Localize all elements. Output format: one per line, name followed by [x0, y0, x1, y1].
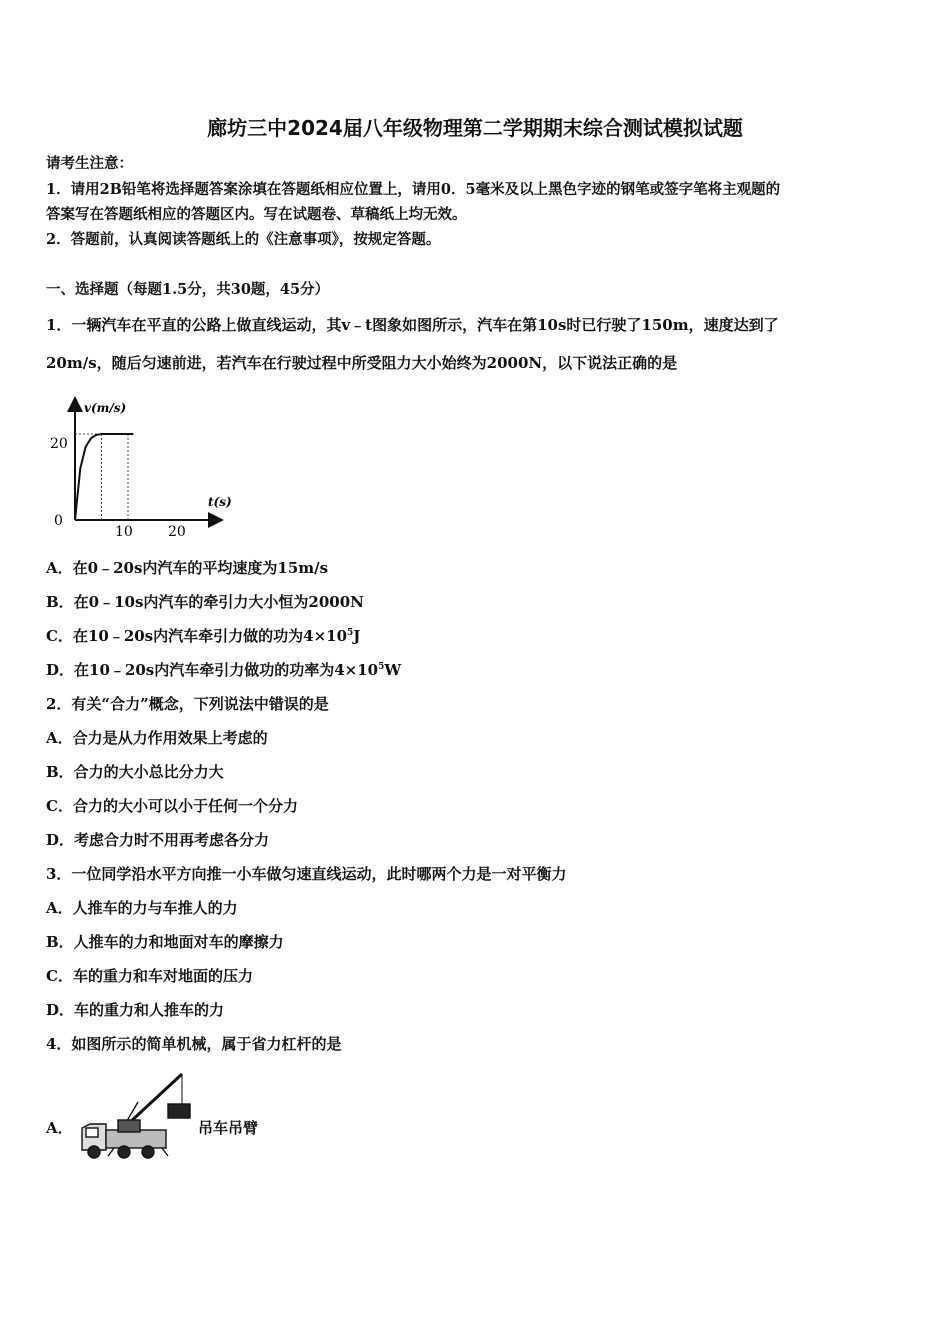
q1-option-a: A．在0﹣20s内汽车的平均速度为15m/s: [46, 559, 329, 577]
x-tick-20: 20: [168, 524, 186, 540]
q1-stem-line-2: 20m/s，随后匀速前进，若汽车在行驶过程中所受阻力大小始终为2000N，以下说法正确的是: [46, 354, 678, 372]
vt-chart: [44, 392, 244, 542]
notice-line-2: 2．答题前，认真阅读答题纸上的《注意事项》，按规定答题。: [46, 231, 441, 248]
notice-line-1a: 1．请用2B铅笔将选择题答案涂填在答题纸相应位置上，请用0．5毫米及以上黑色字迹的钢笔或签字笔将主观题的: [46, 181, 781, 198]
x-axis-label: t(s): [208, 495, 232, 509]
q3-option-a: A．人推车的力与车推人的力: [46, 899, 238, 917]
q1-stem-line-1: 1．一辆汽车在平直的公路上做直线运动，其v﹣t图象如图所示，汽车在第10s时已行驶了150m，速度达到了: [46, 316, 779, 334]
q1-option-b: B．在0﹣10s内汽车的牵引力大小恒为2000N: [46, 593, 364, 611]
x-tick-10: 10: [115, 524, 133, 540]
q3-option-d: D．车的重力和人推车的力: [46, 1001, 225, 1019]
y-tick-20: 20: [50, 436, 68, 452]
page-title: 廊坊三中2024届八年级物理第二学期期末综合测试模拟试题: [207, 116, 743, 140]
q4-stem: 4．如图所示的简单机械，属于省力杠杆的是: [46, 1035, 342, 1053]
q1-option-d: D．在10﹣20s内汽车牵引力做功的功率为$4\times 10^5W$: [46, 661, 402, 679]
origin-label: 0: [54, 513, 63, 529]
q2-option-b: B．合力的大小总比分力大: [46, 763, 224, 781]
section-heading: 一、选择题（每题1.5分，共30题，45分）: [46, 281, 330, 298]
velocity-series-line: [75, 434, 133, 520]
notice-line-1b: 答案写在答题纸相应的答题区内。写在试题卷、草稿纸上均无效。: [46, 206, 467, 223]
notice-heading: 请考生注意：: [46, 155, 133, 172]
q3-option-c: C．车的重力和车对地面的压力: [46, 967, 253, 985]
q4-option-a-caption: 吊车吊臂: [198, 1119, 259, 1137]
y-axis-label: v(m/s): [84, 401, 127, 415]
q3-option-b: B．人推车的力和地面对车的摩擦力: [46, 933, 284, 951]
q2-option-a: A．合力是从力作用效果上考虑的: [46, 729, 268, 747]
q4-option-a-label: A．: [46, 1119, 73, 1137]
q2-option-c: C．合力的大小可以小于任何一个分力: [46, 797, 298, 815]
q3-stem: 3．一位同学沿水平方向推一小车做匀速直线运动，此时哪两个力是一对平衡力: [46, 865, 567, 883]
q2-option-d: D．考虑合力时不用再考虑各分力: [46, 831, 270, 849]
crane-truck-image: [78, 1068, 196, 1160]
q1-option-c: C．在10﹣20s内汽车牵引力做的功为$4\times 10^5J$: [46, 627, 361, 645]
q2-stem: 2．有关“合力”概念，下列说法中错误的是: [46, 695, 329, 713]
